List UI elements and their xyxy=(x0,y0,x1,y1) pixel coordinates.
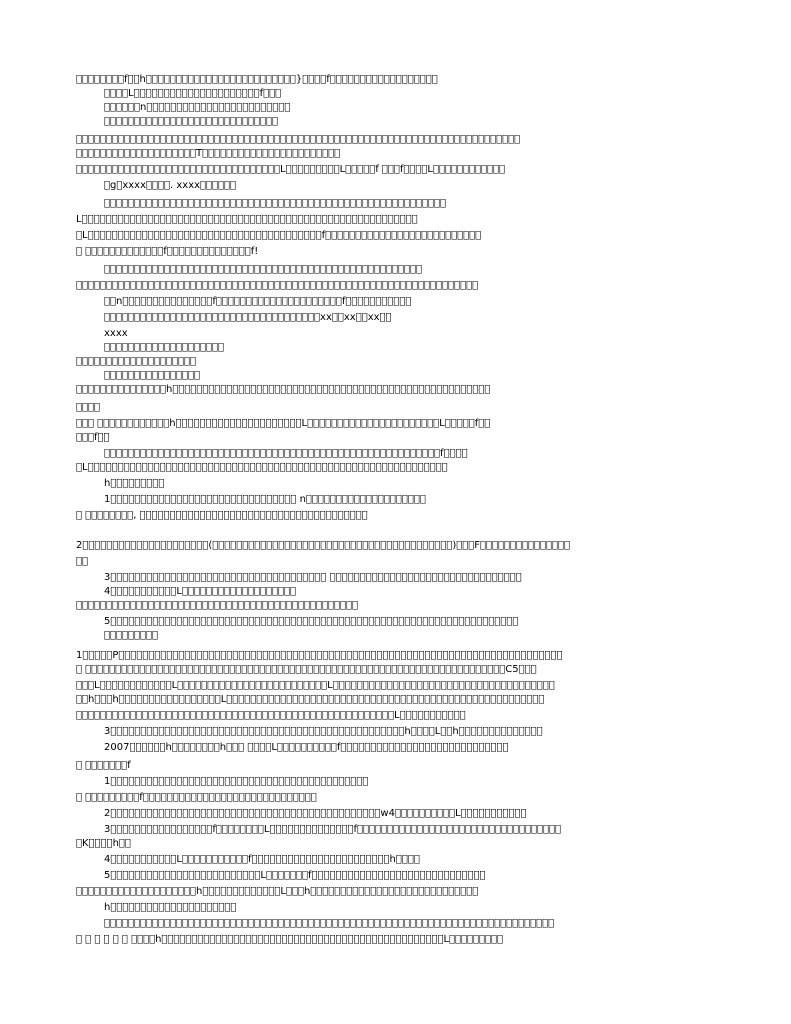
text-line:           ,                                        xyxy=(76,510,368,521)
text-line: xxxx xyxy=(104,328,128,339)
text-line:                  xyxy=(104,370,201,381)
text-line:                                                                             xyxy=(104,918,555,929)
text-line:                                                                            xyxy=(76,134,521,145)
text-line:         f  h                         }    f                   xyxy=(76,74,438,85)
text-line:                                                           xyxy=(104,198,447,209)
text-line:                 h                     L                      L     f   xyxy=(76,418,491,429)
text-line:  L                                                             xyxy=(76,462,448,473)
text-line:                      xyxy=(104,342,225,353)
text-line: h          xyxy=(104,478,165,489)
text-line: 4           L           f                       h     xyxy=(104,854,420,865)
text-line:                      xyxy=(76,356,197,367)
text-line: 1                                n                     xyxy=(104,494,426,505)
text-line:                                                 xyxy=(76,600,359,611)
text-line:   h   h                 L                                                      xyxy=(76,694,545,705)
text-line:                                                                     xyxy=(76,280,479,291)
text-line: 4           L                    xyxy=(104,586,296,597)
text-line: 2                     (                                        )   F                xyxy=(76,540,570,551)
text-line:                                                       xyxy=(104,264,423,275)
text-line: 3                                                 h    L  h               xyxy=(104,726,543,737)
text-line: 5                                                                     xyxy=(104,616,519,627)
text-line:                 h                                               L          xyxy=(76,934,504,945)
text-line:            f                              xyxy=(76,792,317,803)
text-line:           xyxy=(104,630,159,641)
text-line:                                     xx  xx  xx   xyxy=(104,312,392,323)
text-line:  L                                       f                           xyxy=(76,230,482,241)
text-line: h                      xyxy=(104,902,237,913)
text-line:                                                                         C5    xyxy=(76,664,537,675)
text-line:                h                                                      xyxy=(76,384,491,395)
text-line:   n               f                     f            xyxy=(104,296,412,307)
text-line: 3                 f        L              f                                   xyxy=(104,824,562,835)
text-line:                     h             L   h                             xyxy=(76,886,479,897)
text-line:     L                     f    xyxy=(104,88,282,99)
text-line: 5                         L       f                              xyxy=(104,870,486,881)
text-line:                f              f! xyxy=(76,246,259,257)
text-line:      xyxy=(76,402,101,413)
text-line: 3                                                                      xyxy=(104,572,522,583)
text-line: L                                                         xyxy=(76,214,418,225)
text-line:                     T                        xyxy=(76,148,341,159)
text-line: 1     P                                                                           xyxy=(76,650,563,661)
text-line: 2                                             w4          L            xyxy=(104,808,527,819)
text-line:       n                         xyxy=(104,102,291,113)
text-line:  g xxxx    . xxxx       xyxy=(104,180,237,191)
text-line:                                                         f     xyxy=(104,448,468,459)
text-line: 1                                            xyxy=(104,776,369,787)
text-line:          f xyxy=(76,760,131,771)
text-line:    L            L                         L                                      xyxy=(76,680,555,691)
text-line:    xyxy=(76,556,89,567)
text-line: 2007      h        h        L          f                             xyxy=(104,742,509,753)
text-line:                                   L         L     f    f    L             xyxy=(76,164,505,175)
text-line:                                                      L            xyxy=(76,710,466,721)
text-line:                               xyxy=(104,116,279,127)
text-line:    f   xyxy=(76,432,110,443)
text-line:  K    h   xyxy=(76,838,131,849)
